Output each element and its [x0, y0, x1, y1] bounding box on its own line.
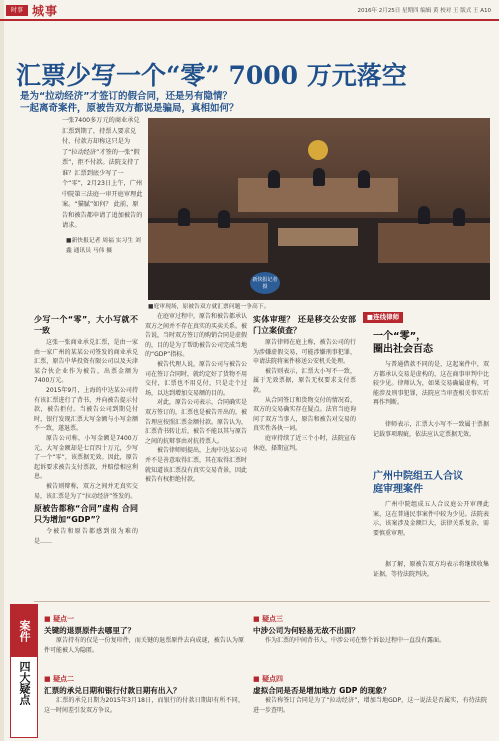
paragraph: 2015年9月，上海的中达某公司持有该汇票进行了背书，并向被告提示付款，被告拒付。当被告公司到期兑付时，银行发现汇票大写金额与小写金额不一致，遂退票。 [34, 386, 138, 433]
doubt-head: 中涉公司为何轻易无故不出面？ [253, 626, 360, 635]
doubt-1 [44, 606, 244, 655]
paragraph: 对此，原告公司表示，合同确实是双方签订的，汇票也是被告开出的，被告理应按照汇票金额付款。原告认为，汇票背书转让后，被告不能以其与原告之间的抗辩事由对抗持票人。 [145, 399, 248, 445]
doubt-number: ■ 疑点三 [253, 614, 283, 624]
doubt-number: ■ 疑点四 [253, 674, 283, 684]
paragraph: 被告则表示，汇票大小写不一致，属于无效票据，原告无权要求支付票款。 [253, 367, 356, 394]
doubt-head: 汇票的承兑日期和银行付款日期有出入？ [44, 686, 181, 695]
article-column-2 [145, 312, 247, 485]
column-1-head: 少写一个“零”，大小写就不一致 [34, 315, 138, 335]
article-column-3 [253, 312, 356, 453]
section-title: 城事 [32, 4, 59, 18]
page-meta: 2016年 2月25日 星期四 编辑 黄 校对 王 版式 王 A10 [357, 8, 491, 14]
paragraph: 被告律师则提出，上海中达某公司并不是善意取得汇票，其在取得汇票时就知道该汇票没有真实交易背景，因此被告有权拒绝付款。 [145, 447, 248, 484]
courtroom-photo [148, 118, 490, 300]
doubt-number: ■ 疑点一 [44, 614, 74, 624]
bottom-divider [34, 601, 490, 602]
doubt-body: 作为汇票的中间背书人，中涉公司在整个诉讼过程中一直没有露面。 [265, 637, 446, 644]
side-label-red: 案件 [11, 605, 37, 657]
paragraph: 从合同签订和货物交付的情况看，双方的交易确实存在疑点。法官当庭询问了双方当事人，原告和被告对交易的真实性各执一词。 [253, 396, 356, 433]
paragraph: 在庭审过程中，原告和被告都承认双方之间并不存在真实的买卖关系。被告说，当时双方签订的购销合同是虚假的，目的是为了帮助被告公司完成当地的“GDP”指标。 [145, 313, 248, 359]
subheadline-1: 是为“拉动经济”才签订的假合同，还是另有隐情？ [20, 91, 232, 102]
doubt-4 [253, 666, 487, 715]
doubt-3 [253, 606, 487, 646]
paragraph: 令被告和原告都感到很为难的是…… [34, 528, 138, 545]
doubt-body: 汇票的承兑日期为2015年3月18日，而银行的付款日期却有所不同，这一时间差引发双方争议。 [44, 697, 244, 714]
sidebar-paragraph: 广州中院组成五人合议庭公开审理此案，这在普通民事案件中较为少见。法院表示，该案涉及金额巨大，法律关系复杂，需要慎重审理。 [373, 501, 489, 537]
intro-paragraph: 一张7400多万元的商业承兑汇票到期了，持票人要求兑付，付款方却称这只是为了“拉动经济”才签的一张“假票”，拒不付款。法院支持了谁？汇票到底少写了一个“零”，2月23日上午，广州中院第三法庭一审开庭审理此案。“猫腻”如何？ 此前，原告和被告都申请了追加被告的请求。 [62, 117, 143, 229]
sidebar-head-2: 广州中院组五人合议 庭审理案件 [373, 471, 463, 495]
doubt-number: ■ 疑点二 [44, 674, 74, 684]
subheadline-2: 一起离奇案件，原被告双方都说是骗局，真相如何？ [20, 103, 239, 114]
doubt-2 [44, 666, 244, 715]
photo-badge: 新快报记者 摄 [250, 272, 280, 294]
photo-caption: ■庭审现场，原被告双方就汇票问题一争高下。 [148, 304, 270, 310]
paragraph: 被告则辩称，双方之间并无真实交易，该汇票是为了“拉动经济”签发的。 [34, 482, 138, 500]
doubt-body: 被告称签订合同是为了“拉动经济”，增加当地GDP，这一说法是否属实，有待法院进一步查明。 [253, 697, 487, 714]
sidebar-paragraph: 与普通借款不同的是，这起案件中，双方都承认交易是虚构的，这在商事审判中比较少见。律师认为，如果交易确属虚构，可能涉及刑事犯罪，法院应当审查相关事实后再作判断。 [373, 361, 489, 407]
byline: ■新快报记者 周福 实习生 刘鑫 通讯员 马伟 摄 [66, 238, 141, 254]
doubts-side-label [10, 604, 38, 738]
sidebar-head-1: 一个“零”， 圈出社会百态 [373, 331, 433, 355]
paragraph: 被告代理人说，原告公司与被告公司在签订合同时，就约定好了货物不用交付，汇票也不用兑付，只是走个过场，以达到增加交易额的目的。 [145, 360, 248, 397]
column-1-head-2: 原被告都称“合同”虚构 合同只为增加“GDP”？ [34, 504, 138, 525]
header-rule [0, 19, 499, 21]
doubt-head: 虚拟合同是否是增加地方 GDP 的现象？ [253, 686, 391, 695]
court-emblem-icon [308, 140, 328, 160]
article-column-1 [34, 312, 138, 546]
page-header [0, 0, 499, 22]
page-edge [0, 0, 4, 741]
headline: 汇票少写一个“零” 7000 万元落空 [16, 61, 407, 90]
section-tag: 时事 [6, 5, 28, 16]
paragraph: 原告公司称，小写金额是7400万元，大写金额却是七百四十万元，少写了一个“零”，该票据无效。因此，原告起诉要求被告支付票款，并赔偿相应利息。 [34, 434, 138, 481]
paragraph: 原告律师在庭上称，被告公司的行为涉嫌虚假交易，可能涉嫌刑事犯罪，申请法院将案件移送公安机关处理。 [253, 339, 356, 366]
sidebar-paragraph: 据了解，原被告双方均表示将继续收集证据，等待法院判决。 [373, 561, 489, 578]
sidebar-paragraph: 律师表示，汇票大小写不一致属于票据记载事项瑕疵，依法应认定票据无效。 [373, 421, 489, 438]
side-label-black: 四大疑点 [18, 661, 31, 705]
doubt-body: 原告持有的仅是一份复印件，而关键的退票原件去向成谜，被告认为原件可能被人为隐匿。 [44, 637, 244, 654]
doubt-head: 关键的退票原件去哪里了？ [44, 626, 136, 635]
paragraph: 庭审持续了近三个小时，法院宣布休庭，择期宣判。 [253, 434, 356, 452]
paragraph: 这张一张商业承兑汇票，是由一家由一家广州的某某公司签发的商业承兑汇票，原告中华投资有限公司以及天津某合伙企业作为被告，出票金额为7400万元。 [34, 339, 138, 385]
sidebar-tag: ■连线律师 [363, 312, 403, 323]
column-3-head: 实体审理？ 还是移交公安部门立案侦查？ [253, 315, 356, 335]
